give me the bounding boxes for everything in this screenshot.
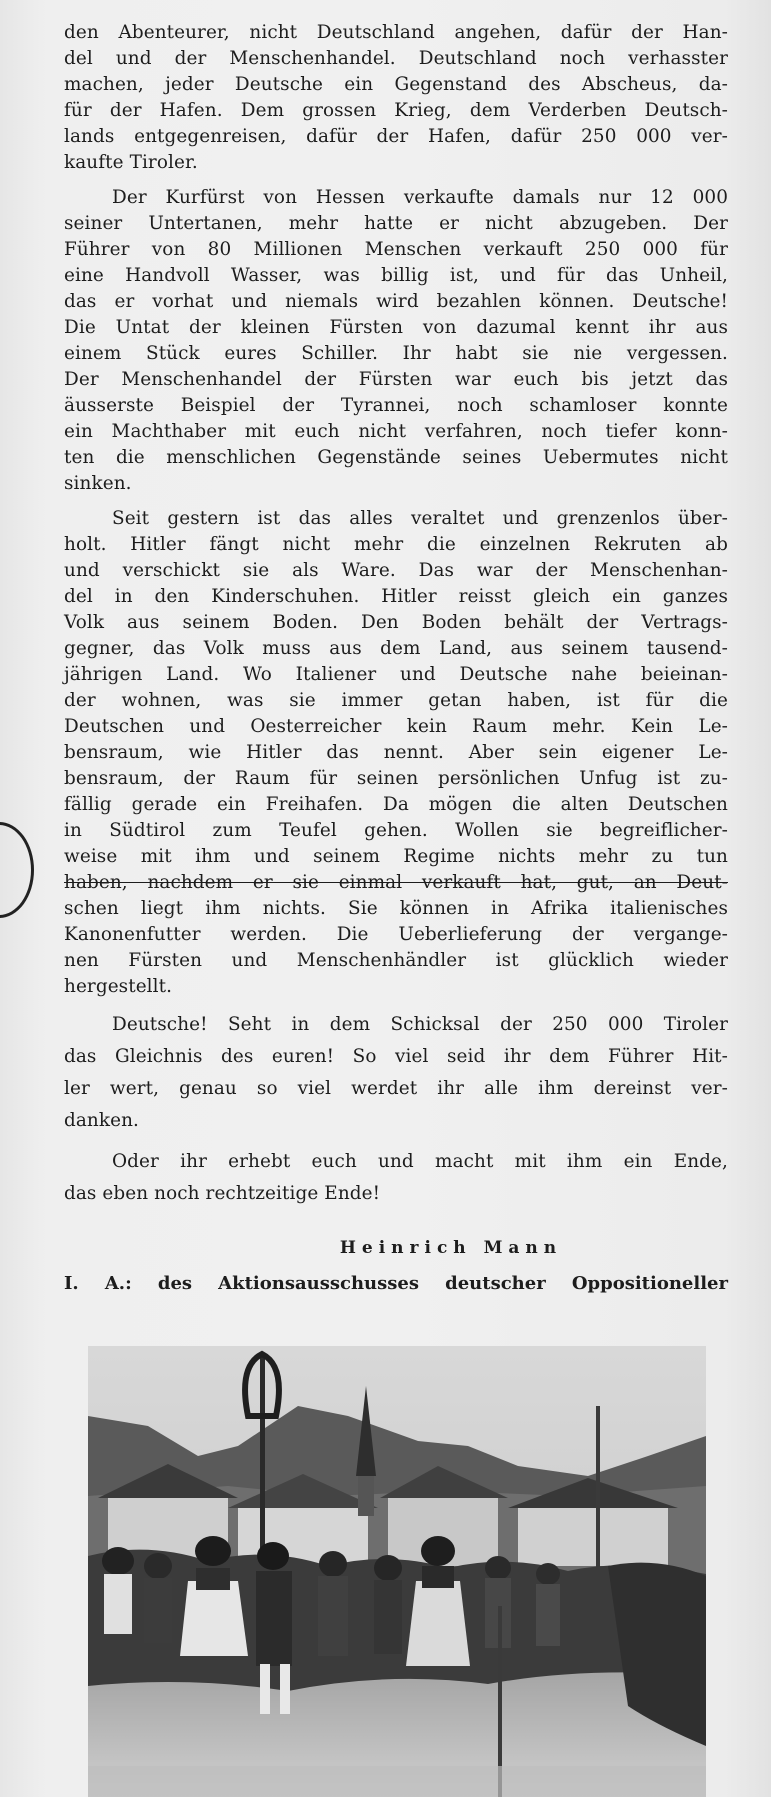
text-line: Seit gestern ist das alles veraltet und grenzenlos über- bbox=[112, 508, 728, 529]
text-line-struck: haben, nachdem er sie einmal verkauft hat, gut, an Deut- bbox=[64, 872, 728, 893]
paragraph-5 bbox=[64, 1146, 728, 1210]
text-line: schen liegt ihm nichts. Sie können in Afrika italienisches bbox=[64, 898, 728, 919]
signature-block bbox=[64, 1235, 728, 1299]
text-line: gegner, das Volk muss aus dem Land, aus seinem tausend- bbox=[64, 638, 728, 659]
text-line: holt. Hitler fängt nicht mehr die einzelnen Rekruten ab bbox=[64, 534, 728, 555]
text-line: äusserste Beispiel der Tyrannei, noch schamloser konnte bbox=[64, 395, 728, 416]
text-line: lands entgegenreisen, dafür der Hafen, dafür 250 000 ver- bbox=[64, 126, 728, 147]
paragraph-3 bbox=[64, 506, 728, 1000]
author-name: Heinrich Mann bbox=[339, 1238, 563, 1258]
text-line: den Abenteurer, nicht Deutschland angehen, dafür der Han- bbox=[64, 22, 728, 43]
text-line: ler wert, genau so viel werdet ihr alle ihm dereinst ver- bbox=[64, 1078, 728, 1099]
text-line: hergestellt. bbox=[64, 976, 173, 997]
text-line: seiner Untertanen, mehr hatte er nicht abzugeben. Der bbox=[64, 213, 728, 234]
text-line: Die Untat der kleinen Fürsten von dazumal kennt ihr aus bbox=[64, 317, 728, 338]
text-line: weise mit ihm und seinem Regime nichts mehr zu tun bbox=[64, 846, 728, 867]
text-line: das Gleichnis des euren! So viel seid ihr dem Führer Hit- bbox=[64, 1046, 728, 1067]
text-line: Deutsche! Seht in dem Schicksal der 250 000 Tiroler bbox=[112, 1014, 728, 1035]
text-line: das eben noch rechtzeitige Ende! bbox=[64, 1183, 381, 1204]
text-line: del in den Kinderschuhen. Hitler reisst gleich ein ganzes bbox=[64, 586, 728, 607]
text-line: danken. bbox=[64, 1110, 139, 1131]
text-line: kaufte Tiroler. bbox=[64, 152, 198, 173]
punch-hole-mark bbox=[0, 822, 34, 918]
text-line: und verschickt sie als Ware. Das war der Menschenhan- bbox=[64, 560, 728, 581]
paragraph-1 bbox=[64, 20, 728, 176]
text-line: für der Hafen. Dem grossen Krieg, dem Verderben Deutsch- bbox=[64, 100, 728, 121]
paragraph-4 bbox=[64, 1009, 728, 1137]
text-line: Oder ihr erhebt euch und macht mit ihm ein Ende, bbox=[112, 1151, 728, 1172]
procession-photo-illustration bbox=[88, 1346, 706, 1797]
text-line: del und der Menschenhandel. Deutschland noch verhasster bbox=[64, 48, 728, 69]
text-line: Kanonenfutter werden. Die Ueberlieferung der vergange- bbox=[64, 924, 728, 945]
text-line: nen Fürsten und Menschenhändler ist glücklich wieder bbox=[64, 950, 728, 971]
author-organization: I. A.: des Aktionsausschusses deutscher Oppositioneller bbox=[64, 1273, 728, 1294]
text-line: jährigen Land. Wo Italiener und Deutsche nahe beieinan- bbox=[64, 664, 728, 685]
text-line: Der Kurfürst von Hessen verkaufte damals nur 12 000 bbox=[112, 187, 728, 208]
procession-photo bbox=[88, 1346, 706, 1797]
paragraph-2 bbox=[64, 185, 728, 497]
text-line: in Südtirol zum Teufel gehen. Wollen sie begreiflicher- bbox=[64, 820, 728, 841]
text-line: ten die menschlichen Gegenstände seines Uebermutes nicht bbox=[64, 447, 728, 468]
text-line: Der Menschenhandel der Fürsten war euch bis jetzt das bbox=[64, 369, 728, 390]
text-line: der wohnen, was sie immer getan haben, ist für die bbox=[64, 690, 728, 711]
text-line: Volk aus seinem Boden. Den Boden behält der Vertrags- bbox=[64, 612, 728, 633]
text-line: fällig gerade ein Freihafen. Da mögen die alten Deutschen bbox=[64, 794, 728, 815]
article-body bbox=[64, 20, 728, 1219]
text-line: das er vorhat und niemals wird bezahlen können. Deutsche! bbox=[64, 291, 728, 312]
text-line: sinken. bbox=[64, 473, 132, 494]
text-line: einem Stück eures Schiller. Ihr habt sie nie vergessen. bbox=[64, 343, 728, 364]
text-line: Führer von 80 Millionen Menschen verkauft 250 000 für bbox=[64, 239, 728, 260]
text-line: bensraum, der Raum für seinen persönlichen Unfug ist zu- bbox=[64, 768, 728, 789]
text-line: ein Machthaber mit euch nicht verfahren, noch tiefer konn- bbox=[64, 421, 728, 442]
text-line: eine Handvoll Wasser, was billig ist, und für das Unheil, bbox=[64, 265, 728, 286]
text-line: bensraum, wie Hitler das nennt. Aber sein eigener Le- bbox=[64, 742, 728, 763]
text-line: machen, jeder Deutsche ein Gegenstand des Abscheus, da- bbox=[64, 74, 728, 95]
text-line: Deutschen und Oesterreicher kein Raum mehr. Kein Le- bbox=[64, 716, 728, 737]
